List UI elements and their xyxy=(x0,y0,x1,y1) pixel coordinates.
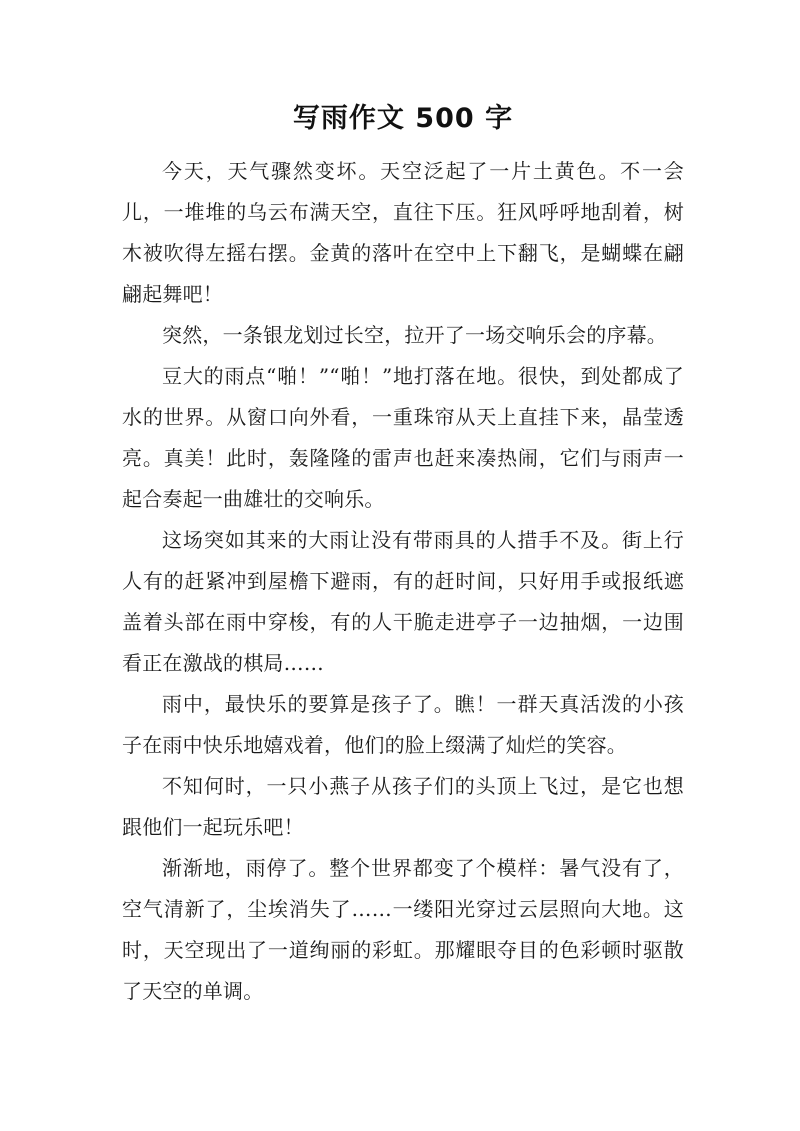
essay-body xyxy=(122,151,684,1012)
paragraph-1: 今天，天气骤然变坏。天空泛起了一片土黄色。不一会儿，一堆堆的乌云布满天空，直往下压。狂风呼呼地刮着，树木被吹得左摇右摆。金黄的落叶在空中上下翻飞，是蝴蝶在翩翩起舞吧！ xyxy=(122,159,684,306)
paragraph-3: 豆大的雨点“啪！”“啪！”地打落在地。很快，到处都成了水的世界。从窗口向外看，一重珠帘从天上直挂下来，晶莹透亮。真美！此时，轰隆隆的雷声也赶来凑热闹，它们与雨声一起合奏起一曲雄壮的交响乐。 xyxy=(122,364,684,511)
document-title: 写雨作文 500 字 xyxy=(292,103,514,134)
paragraph-7: 渐渐地，雨停了。整个世界都变了个模样：暑气没有了，空气清新了，尘埃消失了……一缕阳光穿过云层照向大地。这时，天空现出了一道绚丽的彩虹。那耀眼夺目的色彩顿时驱散了天空的单调。 xyxy=(122,856,684,1003)
paragraph-4: 这场突如其来的大雨让没有带雨具的人措手不及。街上行人有的赶紧冲到屋檐下避雨，有的赶时间，只好用手或报纸遮盖着头部在雨中穿梭，有的人干脆走进亭子一边抽烟，一边围看正在激战的棋局…… xyxy=(122,528,684,675)
paragraph-2: 突然，一条银龙划过长空，拉开了一场交响乐会的序幕。 xyxy=(162,323,667,347)
paragraph-5: 雨中，最快乐的要算是孩子了。瞧！一群天真活泼的小孩子在雨中快乐地嬉戏着，他们的脸上缀满了灿烂的笑容。 xyxy=(122,692,684,757)
paragraph-6: 不知何时，一只小燕子从孩子们的头顶上飞过，是它也想跟他们一起玩乐吧！ xyxy=(122,774,684,839)
document-page xyxy=(122,0,684,1012)
